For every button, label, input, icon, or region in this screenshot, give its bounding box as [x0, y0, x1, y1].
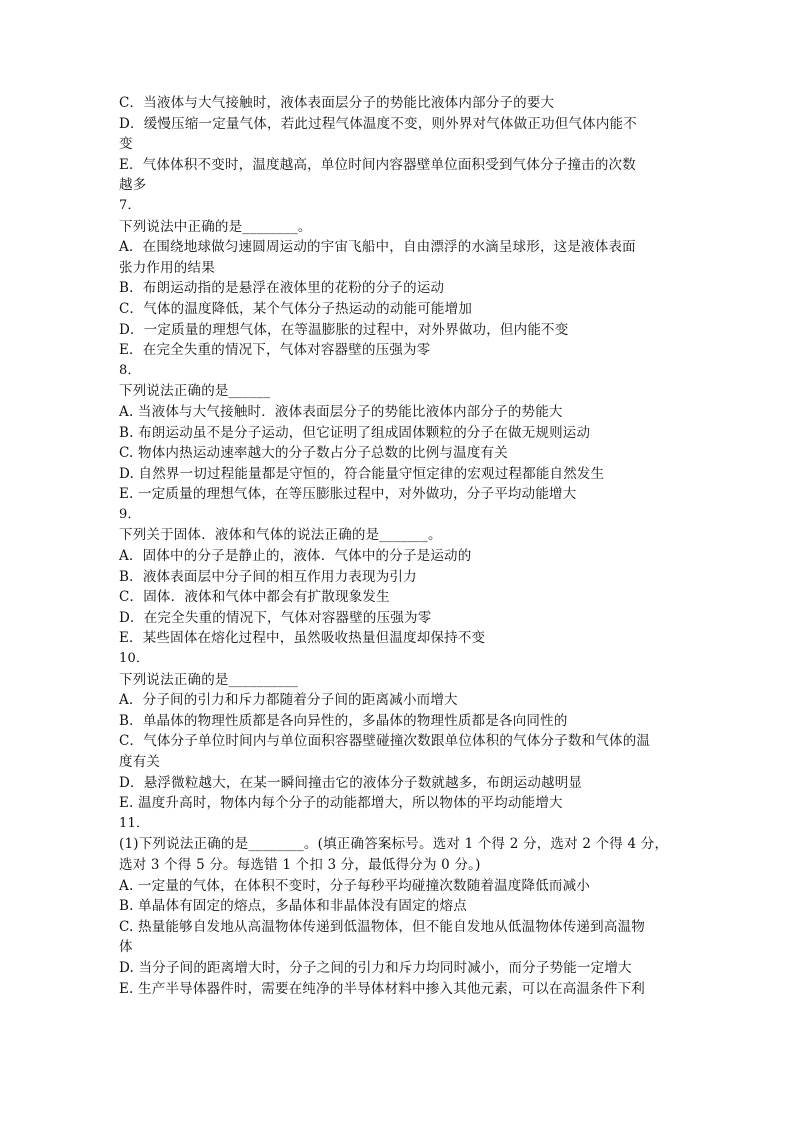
text-line: 选对 3 个得 5 分。每选错 1 个扣 3 分，最低得分为 0 分。): [119, 856, 481, 873]
text-line: C. 热量能够自发地从高温物体传递到低温物体，但不能自发地从低温物体传递到高温物: [119, 918, 645, 935]
text-line: D. 自然界一切过程能量都是守恒的，符合能量守恒定律的宏观过程都能自然发生: [119, 465, 605, 482]
text-line: E. 温度升高时，物体内每个分子的动能都增大，所以物体的平均动能增大: [119, 795, 563, 812]
question-stem: 下列说法中正确的是________。: [119, 218, 312, 235]
text-line: D．悬浮微粒越大，在某一瞬间撞击它的液体分子数就越多，布朗运动越明显: [119, 774, 583, 791]
question-stem: 下列说法正确的是______: [119, 383, 271, 400]
question-number: 7．: [119, 197, 141, 213]
question-stem: (1)下列说法正确的是________。(填正确答案标号。选对 1 个得 2 分，选对 2 个得 4 分，: [119, 836, 669, 853]
text-line: D．缓慢压缩一定量气体，若此过程气体温度不变，则外界对气体做正功但气体内能不: [119, 115, 637, 132]
text-line: D. 当分子间的距离增大时，分子之间的引力和斥力均同时减小，而分子势能一定增大: [119, 959, 632, 976]
text-line: C．当液体与大气接触时，液体表面层分子的势能比液体内部分子的要大: [119, 95, 555, 111]
text-line: A．在围绕地球做匀速圆周运动的宇宙飞船中，自由漂浮的水滴呈球形，这是液体表面: [119, 239, 636, 256]
text-line: E．在完全失重的情况下，气体对容器壁的压强为零: [119, 342, 431, 359]
question-number: 10．: [119, 651, 150, 667]
question-number: 8．: [119, 362, 141, 378]
question-number: 11．: [119, 815, 150, 831]
text-line: E. 生产半导体器件时，需要在纯净的半导体材料中掺入其他元素，可以在高温条件下利: [119, 980, 645, 997]
text-line: C．固体．液体和气体中都会有扩散现象发生: [119, 589, 390, 606]
text-line: A．固体中的分子是静止的，液体．气体中的分子是运动的: [119, 548, 472, 565]
text-line: 张力作用的结果: [119, 259, 215, 276]
text-line: B. 布朗运动虽不是分子运动，但它证明了组成固体颗粒的分子在做无规则运动: [119, 424, 591, 441]
text-line: 度有关: [119, 754, 161, 770]
question-number: 9．: [119, 506, 141, 522]
question-stem: 下列说法正确的是__________: [119, 671, 299, 688]
document-page: [119, 93, 679, 999]
text-line: C．气体分子单位时间内与单位面积容器壁碰撞次数跟单位体积的气体分子数和气体的温: [119, 733, 651, 750]
text-line: 变: [119, 136, 133, 153]
text-line: B．单晶体的物理性质都是各向异性的，多晶体的物理性质都是各向同性的: [119, 712, 568, 729]
text-line: C．气体的温度降低，某个气体分子热运动的动能可能增加: [119, 300, 473, 317]
text-line: B. 单晶体有固定的熔点，多晶体和非晶体没有固定的熔点: [119, 898, 467, 915]
text-line: A．分子间的引力和斥力都随着分子间的距离减小而增大: [119, 692, 458, 709]
text-line: E．某些固体在熔化过程中，虽然吸收热量但温度却保持不变: [119, 630, 486, 647]
question-stem: 下列关于固体．液体和气体的说法正确的是_______。: [119, 527, 442, 544]
text-line: 体: [119, 939, 133, 956]
text-line: B．液体表面层中分子间的相互作用力表现为引力: [119, 568, 417, 585]
text-line: 越多: [119, 177, 147, 194]
text-line: B．布朗运动指的是悬浮在液体里的花粉的分子的运动: [119, 280, 445, 297]
text-line: C. 物体内热运动速率越大的分子数占分子总数的比例与温度有关: [119, 445, 508, 462]
text-line: A. 一定量的气体，在体积不变时，分子每秒平均碰撞次数随着温度降低而减小: [119, 877, 591, 894]
text-line: A. 当液体与大气接触时．液体表面层分子的势能比液体内部分子的势能大: [119, 403, 563, 420]
text-line: D．一定质量的理想气体，在等温膨胀的过程中，对外界做功，但内能不变: [119, 321, 569, 338]
text-line: E．气体体积不变时，温度越高，单位时间内容器壁单位面积受到气体分子撞击的次数: [119, 156, 636, 173]
text-line: D．在完全失重的情况下，气体对容器壁的压强为零: [119, 609, 432, 626]
text-line: E. 一定质量的理想气体，在等压膨胀过程中，对外做功，分子平均动能增大: [119, 486, 577, 503]
